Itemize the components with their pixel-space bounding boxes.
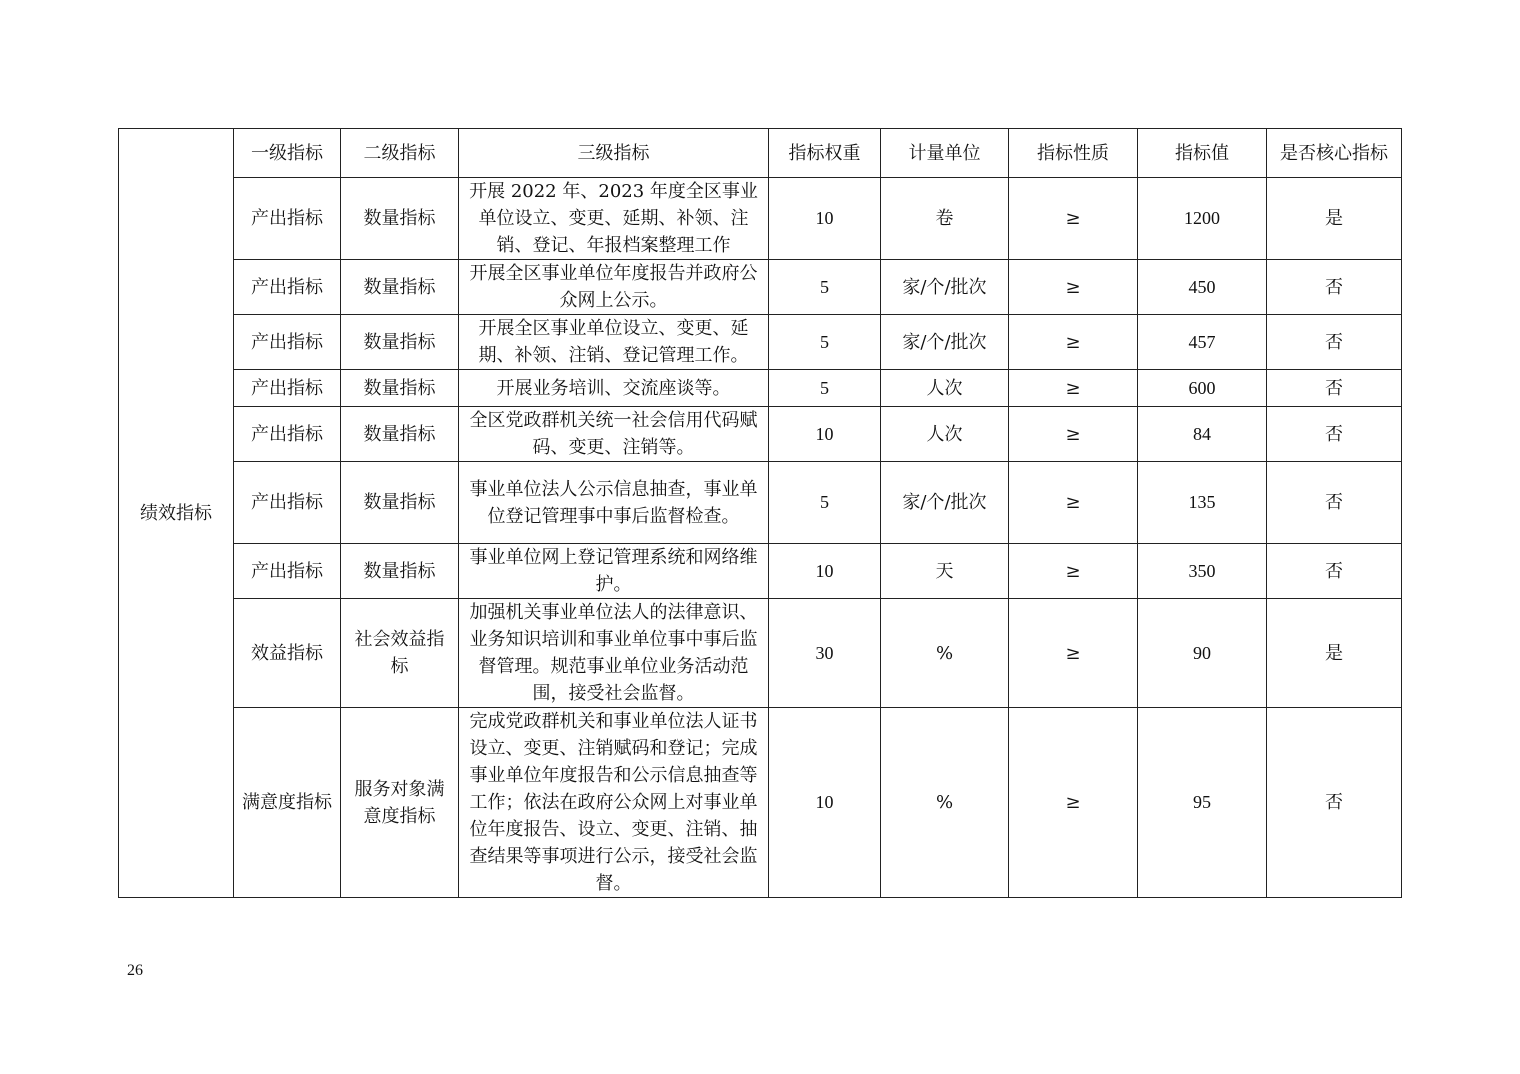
performance-indicator-table [118, 128, 1402, 898]
core-cell: 否 [1267, 370, 1402, 407]
unit-cell: 家/个/批次 [881, 260, 1009, 315]
value-cell: 450 [1138, 260, 1267, 315]
table-row [119, 315, 1402, 370]
weight-cell: 5 [769, 370, 881, 407]
unit-cell: 家/个/批次 [881, 315, 1009, 370]
value-cell: 600 [1138, 370, 1267, 407]
level1-cell: 效益指标 [234, 599, 341, 708]
value-cell: 350 [1138, 544, 1267, 599]
header-cell: 指标性质 [1009, 129, 1138, 178]
level2-cell: 数量指标 [341, 544, 459, 599]
value-cell: 84 [1138, 407, 1267, 462]
level3-cell: 事业单位法人公示信息抽查，事业单位登记管理事中事后监督检查。 [459, 462, 769, 544]
level3-cell: 全区党政群机关统一社会信用代码赋码、变更、注销等。 [459, 407, 769, 462]
weight-cell: 5 [769, 315, 881, 370]
header-row [119, 129, 1402, 178]
table-row [119, 178, 1402, 260]
level3-cell: 开展业务培训、交流座谈等。 [459, 370, 769, 407]
unit-cell: 天 [881, 544, 1009, 599]
nature-cell: ≥ [1009, 315, 1138, 370]
nature-cell: ≥ [1009, 407, 1138, 462]
page-number: 26 [127, 962, 143, 979]
table-row [119, 544, 1402, 599]
level1-cell: 产出指标 [234, 178, 341, 260]
table-row [119, 462, 1402, 544]
header-cell: 指标权重 [769, 129, 881, 178]
value-cell: 135 [1138, 462, 1267, 544]
level3-cell: 开展 2022 年、2023 年度全区事业单位设立、变更、延期、补领、注销、登记、年报档案整理工作 [459, 178, 769, 260]
level1-cell: 满意度指标 [234, 708, 341, 898]
level1-cell: 产出指标 [234, 544, 341, 599]
header-cell: 三级指标 [459, 129, 769, 178]
weight-cell: 10 [769, 544, 881, 599]
table-row [119, 407, 1402, 462]
category-cell: 绩效指标 [119, 129, 234, 898]
core-cell: 否 [1267, 708, 1402, 898]
core-cell: 否 [1267, 407, 1402, 462]
nature-cell: ≥ [1009, 599, 1138, 708]
level2-cell: 数量指标 [341, 315, 459, 370]
table-row [119, 370, 1402, 407]
header-cell: 计量单位 [881, 129, 1009, 178]
level1-cell: 产出指标 [234, 407, 341, 462]
header-cell: 二级指标 [341, 129, 459, 178]
level3-cell: 开展全区事业单位设立、变更、延期、补领、注销、登记管理工作。 [459, 315, 769, 370]
nature-cell: ≥ [1009, 544, 1138, 599]
level1-cell: 产出指标 [234, 370, 341, 407]
level2-cell: 数量指标 [341, 260, 459, 315]
level1-cell: 产出指标 [234, 315, 341, 370]
table-row [119, 599, 1402, 708]
level3-cell: 开展全区事业单位年度报告并政府公众网上公示。 [459, 260, 769, 315]
weight-cell: 10 [769, 708, 881, 898]
level3-cell: 事业单位网上登记管理系统和网络维护。 [459, 544, 769, 599]
header-cell: 一级指标 [234, 129, 341, 178]
unit-cell: % [881, 708, 1009, 898]
level2-cell: 数量指标 [341, 407, 459, 462]
unit-cell: % [881, 599, 1009, 708]
core-cell: 否 [1267, 315, 1402, 370]
level2-cell: 数量指标 [341, 462, 459, 544]
nature-cell: ≥ [1009, 260, 1138, 315]
unit-cell: 人次 [881, 407, 1009, 462]
table-row [119, 260, 1402, 315]
nature-cell: ≥ [1009, 462, 1138, 544]
weight-cell: 5 [769, 260, 881, 315]
core-cell: 否 [1267, 544, 1402, 599]
unit-cell: 家/个/批次 [881, 462, 1009, 544]
level3-cell: 完成党政群机关和事业单位法人证书设立、变更、注销赋码和登记；完成事业单位年度报告和公示信息抽查等工作；依法在政府公众网上对事业单位年度报告、设立、变更、注销、抽查结果等事项进行公示，接受社会监督。 [459, 708, 769, 898]
level3-cell: 加强机关事业单位法人的法律意识、业务知识培训和事业单位事中事后监督管理。规范事业单位业务活动范围，接受社会监督。 [459, 599, 769, 708]
nature-cell: ≥ [1009, 370, 1138, 407]
core-cell: 否 [1267, 462, 1402, 544]
level2-cell: 社会效益指标 [341, 599, 459, 708]
weight-cell: 30 [769, 599, 881, 708]
value-cell: 457 [1138, 315, 1267, 370]
core-cell: 是 [1267, 599, 1402, 708]
level1-cell: 产出指标 [234, 260, 341, 315]
unit-cell: 卷 [881, 178, 1009, 260]
unit-cell: 人次 [881, 370, 1009, 407]
level1-cell: 产出指标 [234, 462, 341, 544]
value-cell: 1200 [1138, 178, 1267, 260]
weight-cell: 5 [769, 462, 881, 544]
level2-cell: 数量指标 [341, 370, 459, 407]
header-cell: 指标值 [1138, 129, 1267, 178]
value-cell: 95 [1138, 708, 1267, 898]
nature-cell: ≥ [1009, 708, 1138, 898]
nature-cell: ≥ [1009, 178, 1138, 260]
header-cell: 是否核心指标 [1267, 129, 1402, 178]
level2-cell: 数量指标 [341, 178, 459, 260]
weight-cell: 10 [769, 407, 881, 462]
weight-cell: 10 [769, 178, 881, 260]
table-row [119, 708, 1402, 898]
core-cell: 否 [1267, 260, 1402, 315]
level2-cell: 服务对象满意度指标 [341, 708, 459, 898]
core-cell: 是 [1267, 178, 1402, 260]
value-cell: 90 [1138, 599, 1267, 708]
